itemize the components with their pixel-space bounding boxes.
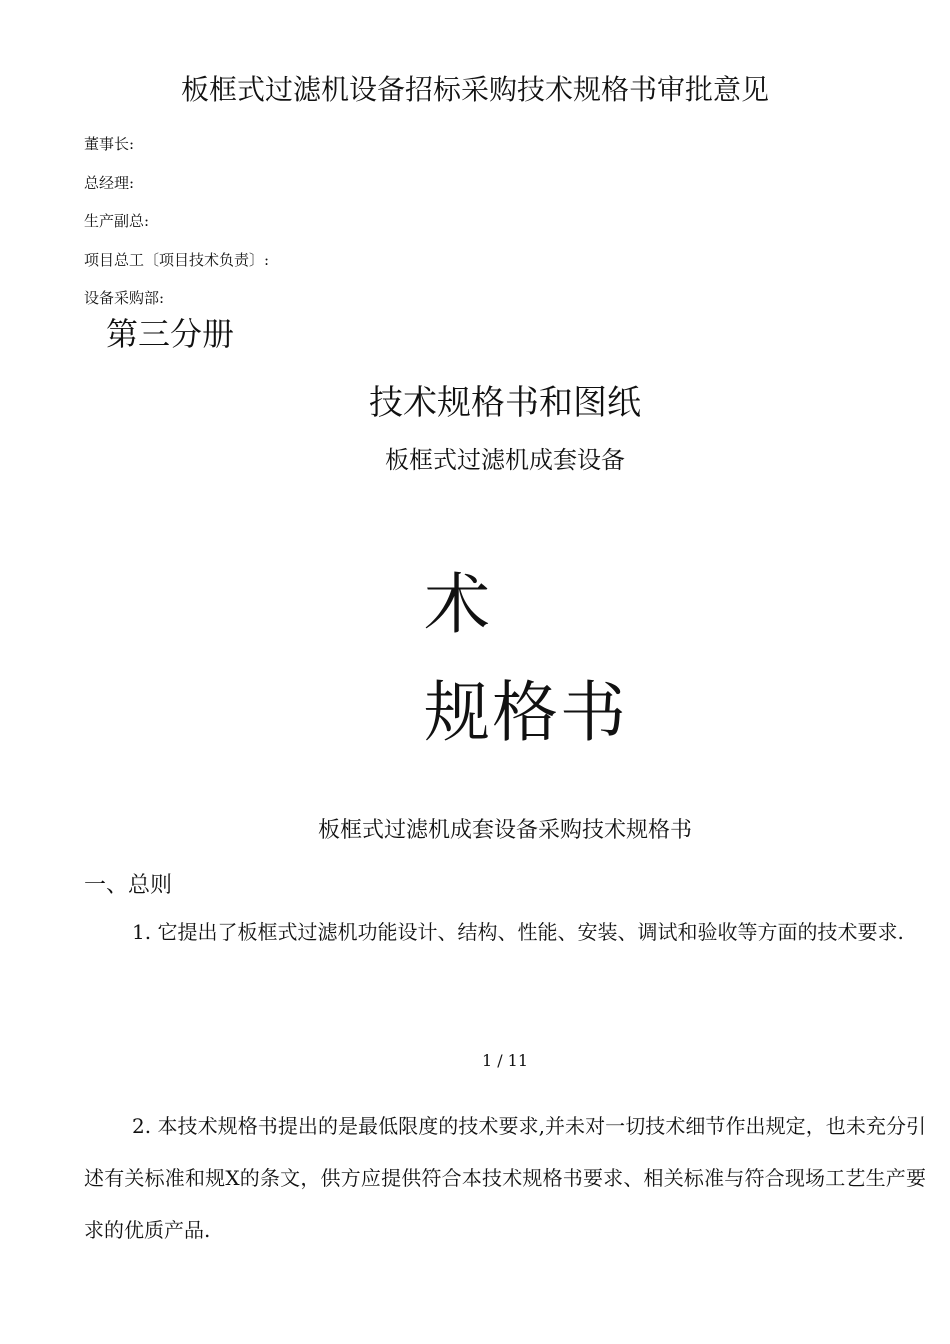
paragraph-1: 1. 它提出了板框式过滤机功能设计、结构、性能、安装、调试和验收等方面的技术要求. (132, 920, 904, 944)
heading-equipment: 板框式过滤机成套设备 (385, 446, 625, 474)
approval-chief-engineer: 项目总工〔项目技术负责〕: (84, 251, 270, 269)
approval-general-manager: 总经理: (84, 174, 135, 192)
paragraph-2: 2. 本技术规格书提出的是最低限度的技术要求,并未对一切技术细节作出规定，也未充分引述有关标准和规X的条文，供方应提供符合本技术规格书要求、相关标准与符合现场工艺生产要求的优质产品. (84, 1114, 926, 1242)
section-heading-general: 一、总则 (84, 873, 173, 898)
big-char-shu: 术 (424, 566, 490, 643)
document-title: 板框式过滤机设备招标采购技术规格书审批意见 (180, 73, 769, 106)
page-number: 1 / 11 (481, 1051, 529, 1070)
big-spec-title: 规格书 (424, 674, 628, 751)
spec-document-title: 板框式过滤机成套设备采购技术规格书 (317, 818, 692, 843)
approval-chairman: 董事长: (84, 135, 135, 153)
heading-tech-spec-drawings: 技术规格书和图纸 (369, 383, 641, 423)
approval-procurement-dept: 设备采购部: (84, 289, 165, 307)
approval-production-vp: 生产副总: (84, 212, 150, 230)
volume-label: 第三分册 (106, 315, 235, 353)
